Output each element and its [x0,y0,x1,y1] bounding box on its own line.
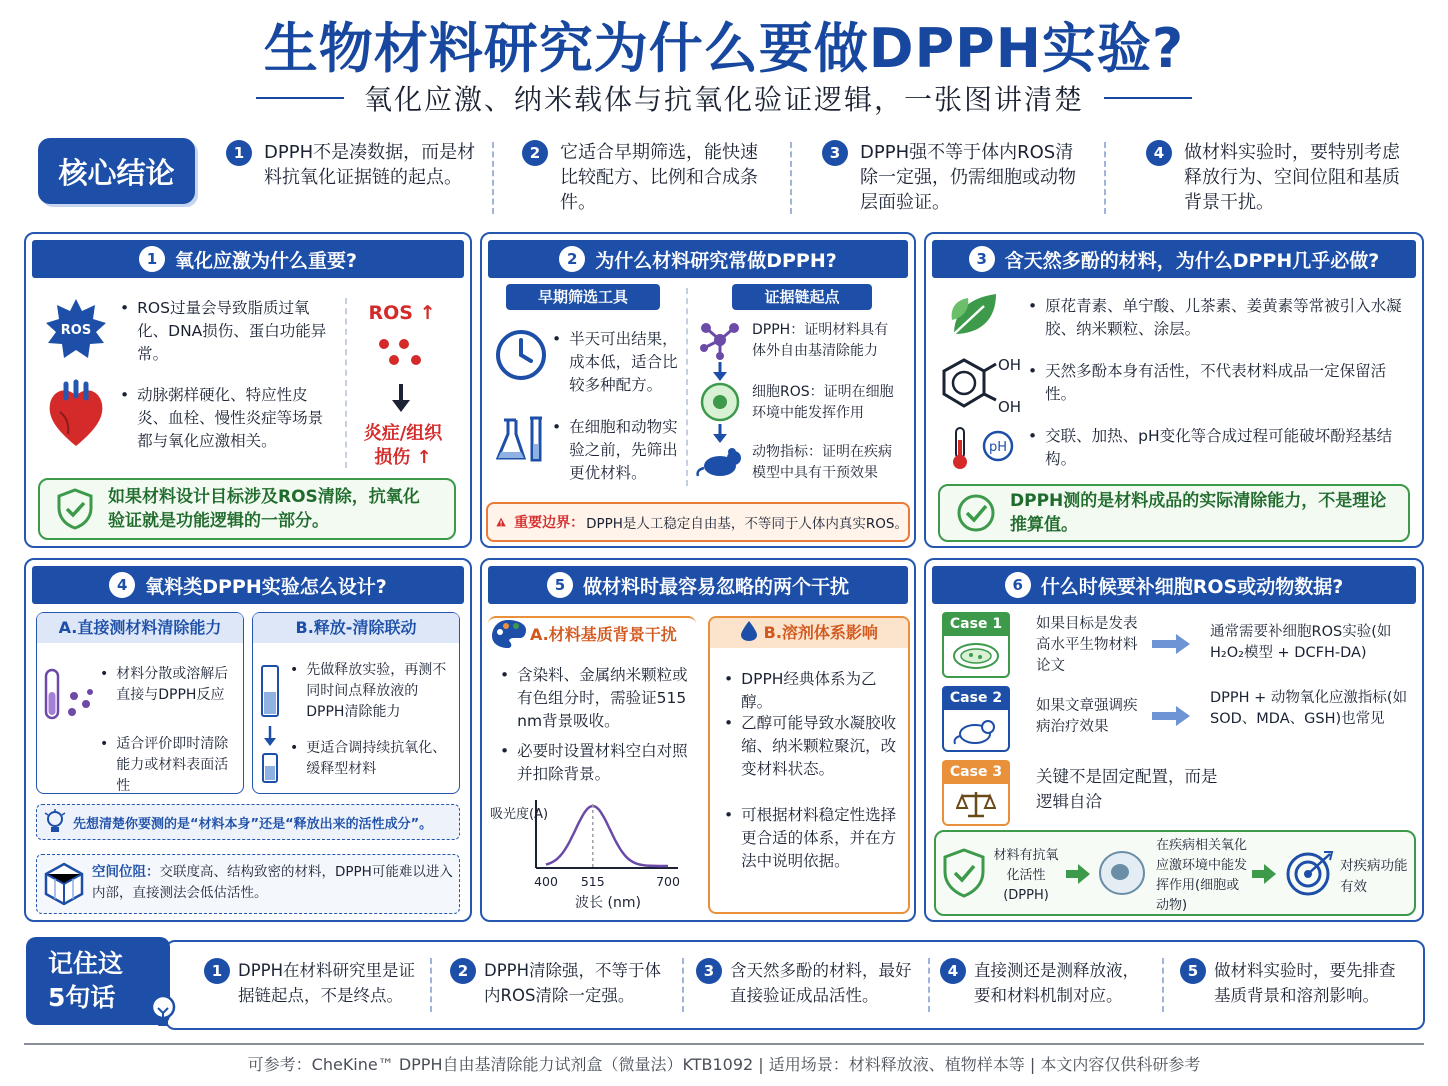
method-b-title: B.释放-清除联动 [253,613,459,643]
subtitle-row [0,78,1448,118]
divider [1162,958,1164,1012]
summary-text: DPPH清除强，不等于体内ROS清除一定强。 [484,961,662,1005]
panel-num: 3 [969,246,995,272]
chart-ylabel: 吸光度(A) [490,807,549,822]
interference-b-head [710,618,908,648]
summary-item [450,958,670,1008]
ros-icon-label: ROS [60,323,92,338]
chart-tick: 400 [534,874,558,889]
ros-icon [44,297,108,361]
list-item: • 更适合调持续抗氧化、缓释型材料 [290,738,456,780]
divider [256,97,344,99]
panel-title: 氧料类DPPH实验怎么设计? [145,575,387,598]
conclusion-text: DPPH测的是材料成品的实际清除能力，不是理论推算值。 [1010,491,1387,535]
tag-evidence-start: 证据链起点 [732,284,872,310]
steric-label: 空间位阻： [92,864,160,880]
evidence-step-dpph: DPPH：证明材料具有体外自由基清除能力 [752,322,889,359]
core-num: 2 [522,140,548,166]
summary-num: 1 [204,958,230,984]
shield-check-icon [942,848,986,898]
palette-icon [490,618,528,650]
list-item: • 半天可出结果，成本低，适合比较多种配方。 [552,328,678,397]
case-condition: 关键不是固定配置，而是逻辑自洽 [1036,767,1218,811]
summary-num: 4 [940,958,966,984]
core-text: 它适合早期筛选，能快速比较配方、比例和合成条件。 [560,142,758,213]
panel-num: 5 [547,572,573,598]
core-text: 做材料实验时，要特别考虑释放行为、空间位阻和基质背景干扰。 [1184,142,1400,213]
list-item: • 动脉粥样硬化、特应性皮炎、血栓、慢性炎症等场景都与氧化应激相关。 [120,384,338,453]
summary-num: 3 [696,958,722,984]
arrow-down-icon [390,384,412,414]
panel-title: 为什么材料研究常做DPPH? [595,249,837,272]
panel-title: 含天然多酚的材料，为什么DPPH几乎必做? [1004,249,1380,272]
divider [430,958,432,1012]
arrow-down-icon [712,424,728,444]
list-item: • 交联、加热、pH变化等合成过程可能破坏酚羟基结构。 [1028,425,1408,471]
divider [682,958,684,1012]
test-tube-icon [42,668,98,724]
warning-label: 重要边界： [514,515,585,531]
case-condition: 如果文章强调疾病治疗效果 [1036,698,1138,735]
bullet-text: 必要时设置材料空白对照并扣除背景。 [517,742,688,783]
list-item: • 含染料、金属纳米颗粒或有色组分时，需验证515 nm背景吸收。 [500,664,690,733]
list-item: • 在细胞和动物实验之前，先筛出更优材料。 [552,416,678,485]
panel-title: 做材料时最容易忽略的两个干扰 [582,575,849,598]
panel-num: 2 [559,246,585,272]
case-tag: Case 2 [942,686,1010,710]
droplet-icon [740,620,758,642]
list-item: • 材料分散或溶解后直接与DPPH反应 [100,664,240,706]
chart-tick: 700 [656,874,680,889]
warning-icon [496,509,506,535]
warning-box [486,502,910,542]
arrow-right-icon [1066,864,1090,884]
bullet-text: 动脉粥样硬化、特应性皮炎、血栓、慢性炎症等场景都与氧化应激相关。 [137,386,324,450]
lightbulb-icon [43,809,67,835]
panel-header [488,566,908,604]
case-result: DPPH + 动物氧化应激指标(如SOD、MDA、GSH)也常见 [1210,690,1408,727]
petri-dish-icon [942,636,1010,678]
summary-item [1180,958,1410,1008]
bullet-text: 乙醇可能导致水凝胶收缩、纳米颗粒聚沉，改变材料状态。 [741,714,897,778]
check-circle-icon [956,493,996,533]
lightbulb-icon [148,994,178,1030]
panel-title: 什么时候要补细胞ROS或动物数据? [1040,575,1344,598]
bullet-text: 先做释放实验，再测不同时间点释放液的DPPH清除能力 [306,662,447,720]
summary-num: 5 [1180,958,1206,984]
case-tag: Case 1 [942,612,1010,636]
bullet-text: 在细胞和动物实验之前，先筛出更优材料。 [569,418,678,482]
list-item: • DPPH经典体系为乙醇。 [724,668,904,714]
arrow-right-icon [1152,704,1192,728]
panel-title: 氧化应激为什么重要? [174,249,358,272]
list-item: • 天然多酚本身有活性，不代表材料成品一定保留活性。 [1028,360,1408,406]
core-label: 核心结论 [38,138,195,204]
list-item: • 乙醇可能导致水凝胶收缩、纳米颗粒聚沉，改变材料状态。 [724,712,904,781]
chart-xlabel: 波长 (nm) [575,895,641,911]
thermometer-ph-icon [946,424,1016,472]
divider [686,288,688,486]
heart-icon [46,378,106,450]
panel-header [488,240,908,278]
tip-text: 先想清楚你要测的是“材料本身”还是“释放出来的活性成分”。 [73,816,433,832]
conclusion-box [938,484,1410,542]
phenol-ring-icon [940,354,1020,418]
bullet-text: 更适合调持续抗氧化、缓释型材料 [306,740,447,777]
case-2 [942,686,1010,752]
leaf-icon [948,290,1002,340]
core-item [1146,140,1416,215]
core-item [226,140,476,190]
list-item: • 先做释放实验，再测不同时间点释放液的DPPH清除能力 [290,660,456,723]
bullet-text: ROS过量会导致脂质过氧化、DNA损伤、蛋白功能异常。 [137,299,327,363]
bullet-text: 适合评价即时清除能力或材料表面活性 [116,736,229,794]
chart-tick: 515 [580,874,605,889]
clock-icon [494,328,548,382]
list-item: • ROS过量会导致脂质过氧化、DNA损伤、蛋白功能异常。 [120,297,330,366]
target-icon [1284,850,1334,896]
summary-item [204,958,419,1008]
list-item: • 可根据材料稳定性选择更合适的体系，并在方法中说明依据。 [724,804,904,873]
bullet-text: 原花青素、单宁酸、儿茶素、姜黄素等常被引入水凝胶、纳米颗粒、涂层。 [1045,297,1402,338]
remember-text: 记住这5句话 [48,949,124,1012]
tag-early-screening: 早期筛选工具 [506,284,660,310]
core-item [522,140,772,215]
evidence-step-animal: 动物指标：证明在疾病模型中具有干预效果 [752,444,892,481]
inflammation-label: 炎症/组织损伤 ↑ [363,423,443,468]
arrow-right-icon [1252,864,1276,884]
bullet-text: 材料分散或溶解后直接与DPPH反应 [116,666,229,703]
interference-b-title: B.溶剂体系影响 [763,623,878,642]
core-num: 1 [226,140,252,166]
panel-num: 1 [139,246,165,272]
arrow-down-icon [712,362,728,382]
case-3 [942,760,1010,826]
summary-text: DPPH在材料研究里是证据链起点，不是终点。 [238,961,416,1005]
absorbance-chart [486,796,698,914]
core-text: DPPH不是凑数据，而是材料抗氧化证据链的起点。 [264,142,476,188]
core-num: 4 [1146,140,1172,166]
bullet-text: 含染料、金属纳米颗粒或有色组分时，需验证515 nm背景吸收。 [517,666,688,730]
arrow-right-icon [1152,632,1192,656]
shield-check-icon [56,488,94,530]
page-subtitle: 氧化应激、纳米载体与抗氧化验证逻辑，一张图讲清楚 [363,83,1084,116]
case-result: 通常需要补细胞ROS实验(如H₂O₂模型 + DCFH-DA) [1210,624,1392,661]
ros-up-label: ROS ↑ [368,302,436,324]
panel-header [32,566,464,604]
bullet-text: 天然多酚本身有活性，不代表材料成品一定保留活性。 [1045,362,1387,403]
panel-header [32,240,464,278]
summary-text: 直接测还是测释放液，要和材料机制对应。 [974,961,1139,1005]
steric-text: 交联度高、结构致密的材料，DPPH可能难以进入内部，直接测法会低估活性。 [92,864,453,901]
core-text: DPPH强不等于体内ROS清除一定强，仍需细胞或动物层面验证。 [860,142,1076,213]
summary-num: 2 [450,958,476,984]
flow-step: 材料有抗氧化活性(DPPH) [993,848,1059,903]
list-item: • 原花青素、单宁酸、儿茶素、姜黄素等常被引入水凝胶、纳米颗粒、涂层。 [1028,295,1408,341]
cell-icon [700,382,740,422]
cell-icon [1098,850,1146,896]
summary-text: 做材料实验时，要先排查基质背景和溶剂影响。 [1214,961,1396,1005]
divider [928,958,930,1012]
panel-header [932,240,1416,278]
mouse-icon [942,710,1010,752]
flask-icon [496,414,548,466]
summary-item [940,958,1152,1008]
summary-text: 含天然多酚的材料，最好直接验证成品活性。 [730,961,912,1005]
conclusion-text: 如果材料设计目标涉及ROS清除，抗氧化验证就是功能逻辑的一部分。 [108,487,420,531]
bullet-text: 可根据材料稳定性选择更合适的体系，并在方法中说明依据。 [741,806,897,870]
divider [345,298,347,468]
panel-num: 4 [109,572,135,598]
release-tubes-icon [258,660,284,784]
panel-num: 6 [1005,572,1031,598]
ph-label: pH [988,440,1008,455]
molecule-icon [698,320,742,360]
core-item [822,140,1082,215]
tip-box [36,804,460,840]
evidence-step-cell: 细胞ROS：证明在细胞环境中能发挥作用 [752,384,894,421]
case-condition: 如果目标是发表高水平生物材料论文 [1036,616,1138,674]
warning-text: DPPH是人工稳定自由基，不等同于人体内真实ROS。 [586,516,908,532]
flow-step: 在疾病相关氧化应激环境中能发挥作用(细胞或动物) [1156,838,1248,913]
steric-note [92,862,456,904]
conclusion-box [38,478,456,540]
interference-a-title: A.材料基质背景干扰 [530,625,677,644]
mouse-icon [696,444,746,478]
case-tag: Case 3 [942,760,1010,784]
cube-icon [44,862,84,906]
method-a-title: A.直接测材料清除能力 [37,613,243,643]
divider [1104,142,1106,214]
chart-curve [546,806,668,866]
list-item: • 适合评价即时清除能力或材料表面活性 [100,734,240,797]
bullet-text: DPPH经典体系为乙醇。 [741,670,877,711]
divider [1104,97,1192,99]
page-title: 生物材料研究为什么要做DPPH实验? [263,17,1185,80]
flow-step: 对疾病功能有效 [1340,858,1408,895]
summary-item [696,958,926,1008]
oh-label: OH [998,398,1020,416]
bullet-text: 半天可出结果，成本低，适合比较多种配方。 [569,330,678,394]
oh-label: OH [998,356,1020,374]
case-1 [942,612,1010,678]
list-item: • 必要时设置材料空白对照并扣除背景。 [500,740,690,786]
core-num: 3 [822,140,848,166]
scale-icon [942,784,1010,826]
ros-dots-icon [376,336,426,370]
divider [492,142,494,214]
divider [790,142,792,214]
bullet-text: 交联、加热、pH变化等合成过程可能破坏酚羟基结构。 [1045,427,1393,468]
footer-note: 可参考：CheKine™ DPPH自由基清除能力试剂盒（微量法）KTB1092 | 适用场景：材料释放液、植物样本等 | 本文内容仅供科研参考 [247,1055,1201,1074]
footer-divider [24,1043,1424,1045]
panel-header [932,566,1416,604]
